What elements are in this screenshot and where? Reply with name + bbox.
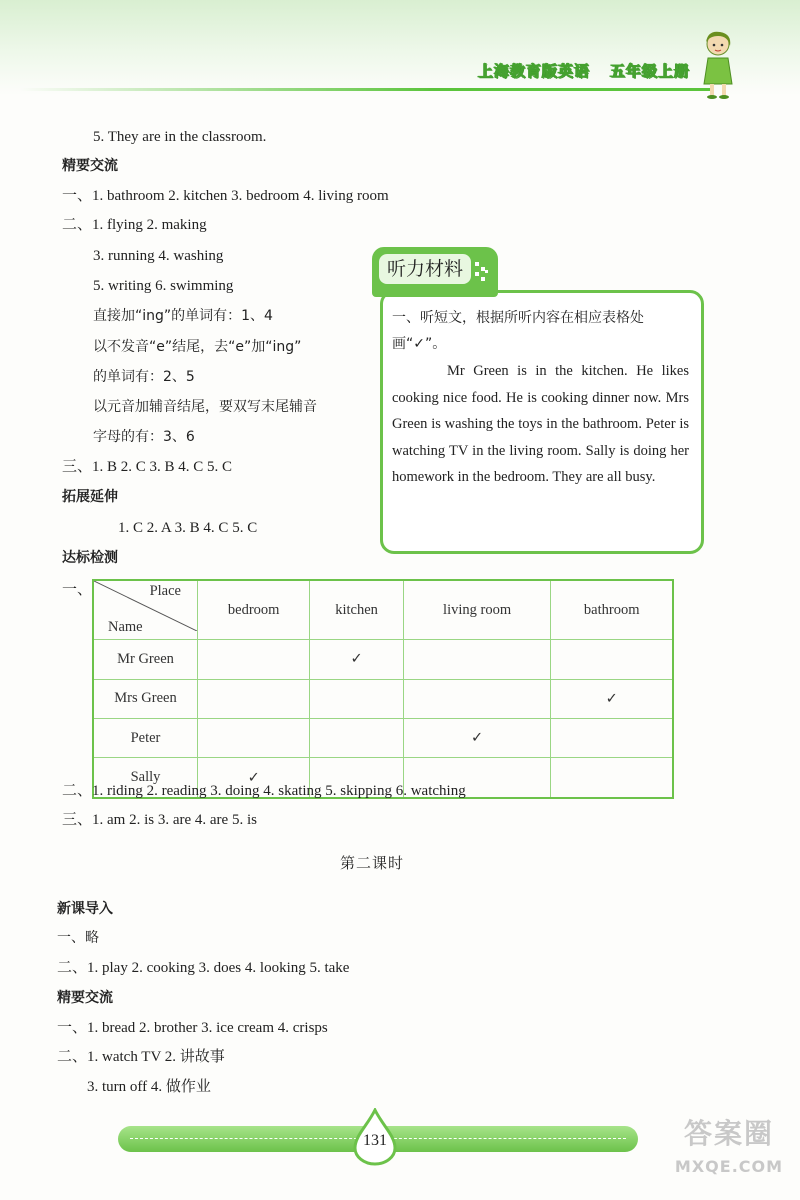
answer-line: 5. writing 6. swimming	[93, 278, 234, 294]
answer-line: 的单词有：2、5	[93, 369, 195, 385]
table-row	[93, 679, 673, 718]
column-header: bathroom	[551, 580, 673, 640]
listening-tab-label: 听力材料	[379, 254, 471, 284]
section-heading: 新课导入	[57, 901, 113, 917]
table-cell: ✓	[310, 640, 403, 679]
answer-table	[92, 579, 674, 799]
row-name: Sally	[93, 758, 198, 798]
answer-line: 二、1. riding 2. reading 3. doing 4. skating 5. skipping 6. watching	[62, 783, 466, 799]
column-header: living room	[403, 580, 551, 640]
table-cell	[198, 719, 310, 758]
watermark-bottom: MXQE.COM	[674, 1157, 784, 1176]
mascot-girl-icon	[694, 28, 742, 100]
listening-tab	[372, 247, 498, 297]
table-corner-cell	[93, 580, 198, 640]
table-cell: ✓	[403, 719, 551, 758]
table-row	[93, 640, 673, 679]
lesson-title: 第二课时	[340, 854, 405, 872]
row-name: Mrs Green	[93, 679, 198, 718]
answer-line: 二、1. watch TV 2. 讲故事	[57, 1049, 225, 1065]
table-cell	[310, 719, 403, 758]
header-grade: 五年级上册	[609, 62, 690, 80]
table-cell	[403, 640, 551, 679]
answer-line: 以元音加辅音结尾，要双写末尾辅音	[93, 399, 317, 415]
table-cell	[198, 679, 310, 718]
answer-line: 三、1. B 2. C 3. B 4. C 5. C	[62, 459, 233, 475]
header-series: 上海教育版英语	[477, 62, 590, 80]
watermark-top: 答案圈	[683, 1117, 774, 1150]
table-cell	[551, 640, 673, 679]
answer-line: 3. turn off 4. 做作业	[87, 1079, 211, 1095]
answer-line: 一、1. bread 2. brother 3. ice cream 4. crisps	[57, 1020, 328, 1036]
answer-line: 一、	[62, 582, 93, 598]
answer-line: 直接加“ing”的单词有：1、4	[93, 308, 273, 324]
table-row	[93, 719, 673, 758]
watermark-logo	[664, 1112, 794, 1192]
answer-line: 一、1. bathroom 2. kitchen 3. bedroom 4. living room	[62, 188, 389, 204]
table-cell	[403, 679, 551, 718]
table-cell	[551, 719, 673, 758]
page-number: 131	[363, 1132, 387, 1149]
answer-line: 字母的有：3、6	[93, 429, 195, 445]
table-cell: ✓	[551, 679, 673, 718]
answer-line: 以不发音“e”结尾，去“e”加“ing”	[93, 339, 302, 355]
row-name: Mr Green	[93, 640, 198, 679]
section-heading: 精要交流	[62, 158, 118, 174]
section-heading: 达标检测	[62, 550, 118, 566]
section-heading: 拓展延伸	[62, 489, 118, 505]
answer-line: 二、1. play 2. cooking 3. does 4. looking 5. take	[57, 960, 350, 976]
corner-name-label: Name	[108, 619, 143, 636]
answer-line: 一、略	[57, 930, 99, 946]
corner-place-label: Place	[149, 583, 181, 599]
answer-line: 5. They are in the classroom.	[93, 129, 267, 145]
listening-question: 一、听短文，根据所听内容在相应表格处画“✓”。	[392, 310, 644, 352]
column-header: bedroom	[198, 580, 310, 640]
listening-passage: Mr Green is in the kitchen. He likes cooking nice food. He is cooking dinner now. Mrs Green is washing the toys in the bathroom. Peter is watching TV in the living room. Sally is doing her homework in the bedroom. They are all busy.	[392, 363, 689, 486]
answer-line: 三、1. am 2. is 3. are 4. are 5. is	[62, 812, 257, 828]
table-cell: ✓	[198, 758, 310, 798]
answer-line: 1. C 2. A 3. B 4. C 5. C	[118, 520, 258, 536]
table-cell	[310, 679, 403, 718]
table-cell	[551, 758, 673, 798]
row-name: Peter	[93, 719, 198, 758]
header-title	[478, 60, 690, 81]
answer-line: 二、1. flying 2. making	[62, 217, 207, 233]
table-cell	[198, 640, 310, 679]
column-header: kitchen	[310, 580, 403, 640]
answer-line: 3. running 4. washing	[93, 248, 224, 264]
section-heading: 精要交流	[57, 990, 113, 1006]
pattern-decoration-icon	[473, 258, 491, 284]
table-header-row	[93, 580, 673, 640]
header-rule	[20, 88, 710, 91]
